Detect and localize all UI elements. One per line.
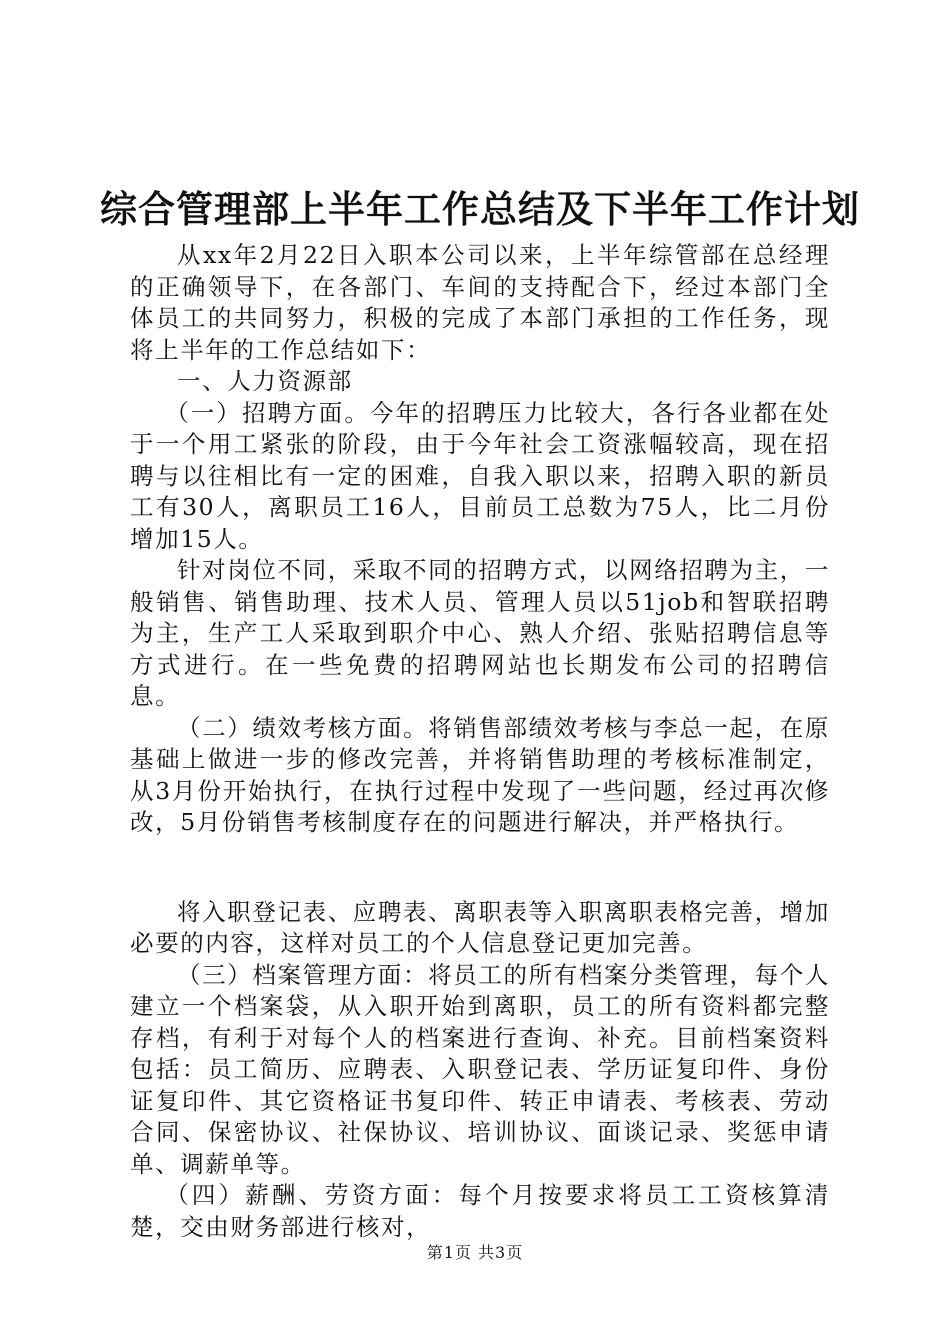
paragraph-archives: （三）档案管理方面：将员工的所有档案分类管理，每个人建立一个档案袋，从入职开始到离职，员工的所有资料都完整存档，有利于对每个人的档案进行查询、补充。目前档案资料包括：员工简历、应聘表、入职登记表、学历证复印件、身份证复印件、其它资格证书复印件、转正申请表、考核表、劳动合同、保密协议、社保协议、培训协议、面谈记录、奖惩申请单、调薪单等。 [130,960,830,1178]
section-heading-hr: 一、人力资源部 [177,367,353,395]
paragraph-intro: 从xx年2月22日入职本公司以来，上半年综管部在总经理的正确领导下，在各部门、车间的支持配合下，经过本部门全体员工的共同努力，积极的完成了本部门承担的工作任务，现将上半年的工作总结如下： [130,241,830,364]
page-footer: 第1页 共3页 [426,1243,524,1262]
paragraph-salary: （四）薪酬、劳资方面：每个月按要求将员工工资核算清楚，交由财务部进行核对， [130,1181,830,1241]
paragraph-gap [130,839,830,897]
document-body [130,240,830,1243]
paragraph-recruitment-methods: 针对岗位不同，采取不同的招聘方式，以网络招聘为主，一般销售、销售助理、技术人员、管理人员以51job和智联招聘为主，生产工人采取到职介中心、熟人介绍、张贴招聘信息等方式进行。在一些免费的招聘网站也长期发布公司的招聘信息。 [130,556,830,710]
paragraph-recruitment: （一）招聘方面。今年的招聘压力比较大，各行各业都在处于一个用工紧张的阶段，由于今年社会工资涨幅较高，现在招聘与以往相比有一定的困难，自我入职以来，招聘入职的新员工有30人，离职员工16人，目前员工总数为75人，比二月份增加15人。 [130,398,830,553]
paragraph-performance: （二）绩效考核方面。将销售部绩效考核与李总一起，在原基础上做进一步的修改完善，并将销售助理的考核标准制定，从3月份开始执行，在执行过程中发现了一些问题，经过再次修改，5月份销售考核制度存在的问题进行解决，并严格执行。 [130,713,830,836]
paragraph-forms: 将入职登记表、应聘表、离职表等入职离职表格完善，增加必要的内容，这样对员工的个人信息登记更加完善。 [130,897,830,957]
document-title: 综合管理部上半年工作总结及下半年工作计划 [100,188,860,231]
